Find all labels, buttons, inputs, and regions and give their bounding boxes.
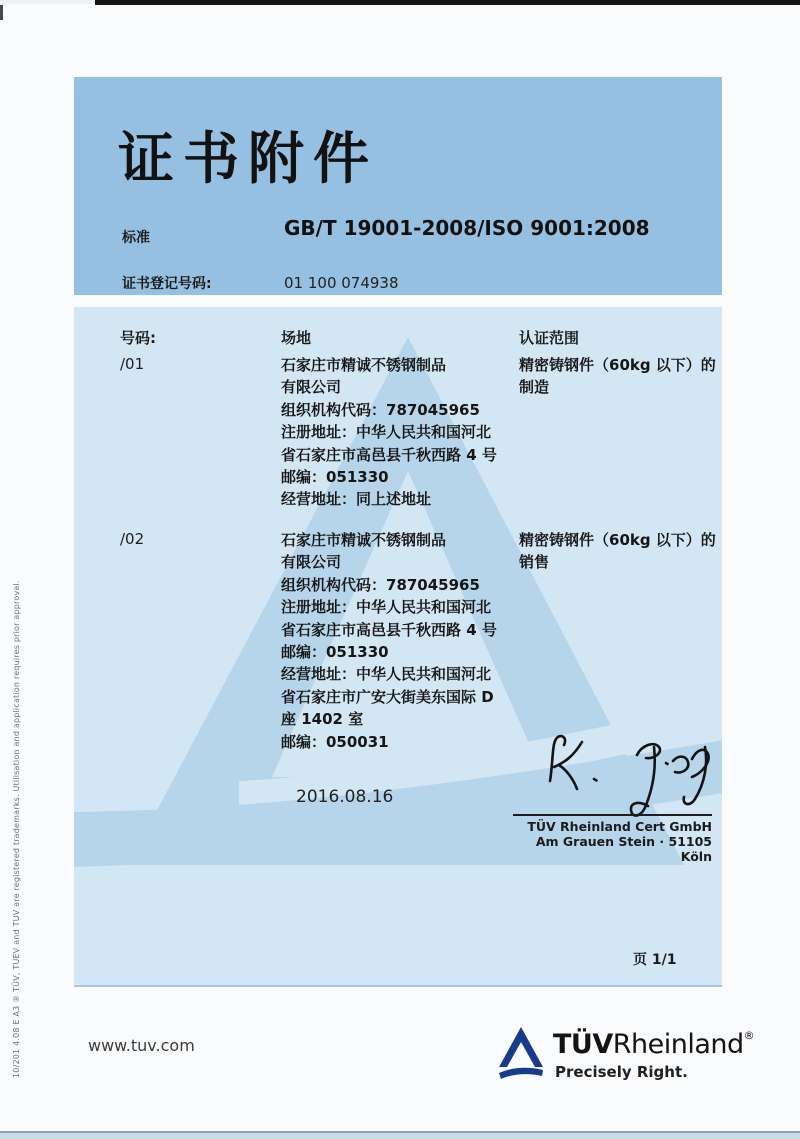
standard-label: 标准: [122, 230, 150, 246]
certification-scope-block: [519, 529, 722, 574]
text-line: 经营地址：中华人民共和国河北: [281, 665, 492, 684]
column-header-site: 场地: [281, 329, 312, 347]
signer-address: Am Grauen Stein · 51105 Köln: [535, 834, 712, 864]
text-line: 有限公司: [281, 553, 342, 572]
text-line: 组织机构代码：787045965: [281, 400, 480, 419]
text-line: 邮编：050031: [281, 732, 389, 751]
registration-number-value: 01 100 074938: [284, 274, 399, 292]
registration-number-label: 证书登记号码:: [122, 276, 212, 292]
tuv-website: www.tuv.com: [88, 1036, 195, 1055]
text-line: 省石家庄市高邑县千秋西路 4 号: [281, 445, 497, 464]
issue-date: 2016.08.16: [296, 787, 394, 807]
text-line: 座 1402 室: [281, 710, 364, 729]
brand-wordmark: [553, 1029, 754, 1060]
text-line: 省石家庄市广安大街美东国际 D: [281, 687, 494, 706]
scanner-background-strip: [0, 1131, 800, 1139]
page-indicator: 页 1/1: [633, 952, 677, 968]
standard-value: GB/T 19001-2008/ISO 9001:2008: [284, 216, 650, 240]
certificate-body-panel: [74, 307, 722, 987]
registered-trademark-icon: ®: [743, 1029, 755, 1042]
column-header-number: 号码:: [120, 329, 156, 347]
text-line: 注册地址：中华人民共和国河北: [281, 598, 492, 617]
row-number: /01: [120, 355, 145, 373]
text-line: 邮编：051330: [281, 643, 389, 662]
brand-tagline: Precisely Right.: [555, 1063, 688, 1081]
text-line: 经营地址：同上述地址: [281, 490, 432, 509]
text-line: 注册地址：中华人民共和国河北: [281, 423, 492, 442]
text-line: 石家庄市精诚不锈钢制品: [281, 356, 447, 374]
tuv-rheinland-logo: [496, 1021, 766, 1091]
text-line: 制造: [519, 378, 550, 397]
column-header-scope: 认证范围: [519, 329, 580, 347]
form-code-side-note: 10/201 4.08 E A3 ® TÜV, TUEV and TUV are registered trademarks. Utilisation and application requires prior approval.: [12, 580, 21, 1078]
certificate-header-band: [74, 77, 722, 295]
row-number: /02: [120, 530, 145, 548]
tuv-triangle-icon: [496, 1025, 546, 1083]
brand-rheinland: Rheinland: [612, 1029, 744, 1060]
scan-edge-artifact-top: [95, 0, 800, 5]
text-line: 石家庄市精诚不锈钢制品: [281, 531, 447, 549]
brand-tuv: TÜV: [553, 1029, 613, 1060]
text-line: 销售: [519, 553, 550, 572]
site-address-block: [281, 354, 521, 511]
scan-edge-artifact-left: [0, 5, 3, 20]
text-line: 组织机构代码：787045965: [281, 575, 480, 594]
certificate-title: 证书附件: [118, 127, 378, 192]
signature-rule: [513, 814, 712, 816]
signer-organization: TÜV Rheinland Cert GmbH: [527, 819, 712, 834]
text-line: 省石家庄市高邑县千秋西路 4 号: [281, 620, 497, 639]
site-address-block: [281, 529, 521, 753]
text-line: 有限公司: [281, 378, 342, 397]
text-line: 邮编：051330: [281, 468, 389, 487]
text-line: 精密铸钢件（60kg 以下）的: [519, 356, 716, 374]
text-line: 精密铸钢件（60kg 以下）的: [519, 531, 716, 549]
certification-scope-block: [519, 354, 722, 399]
